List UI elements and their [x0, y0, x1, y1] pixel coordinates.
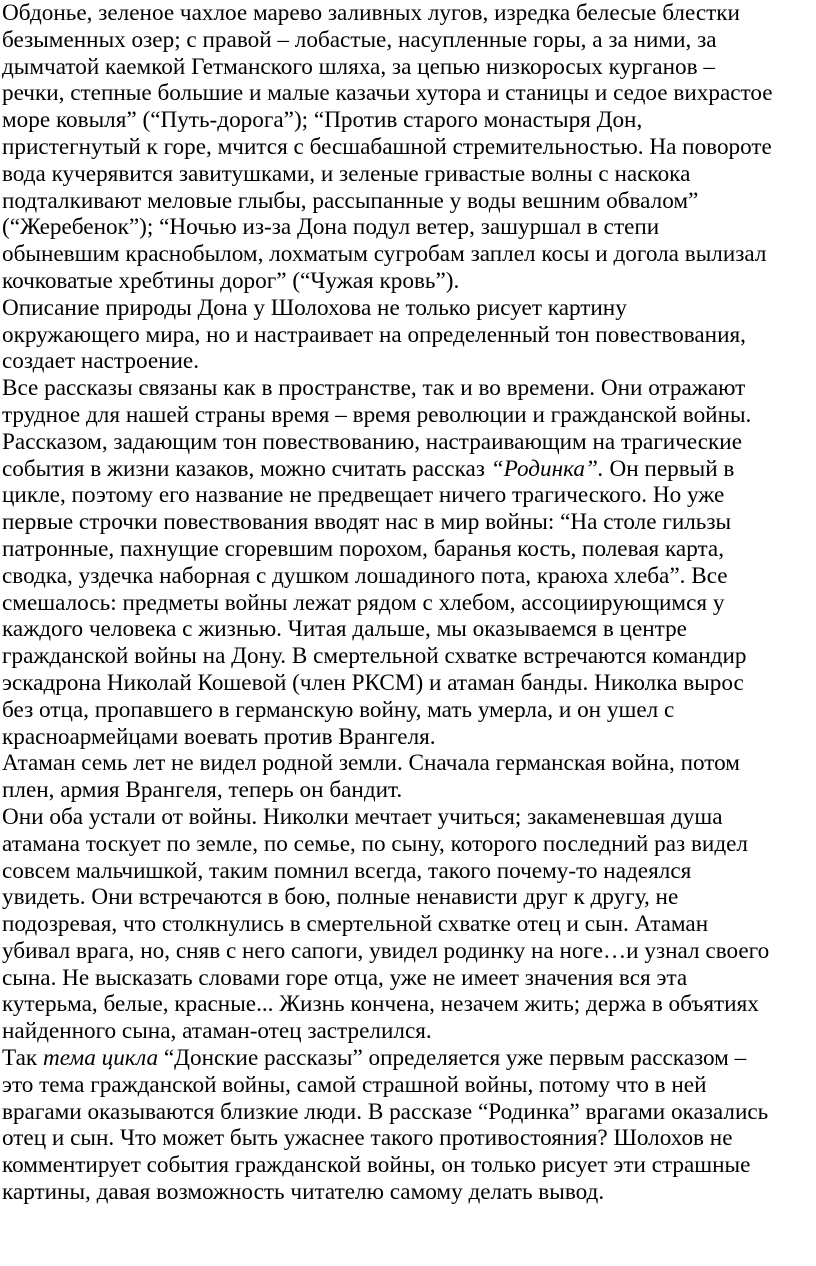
text-line: пристегнутый к горе, мчится с бесшабашной стремительностью. На повороте — [2, 133, 772, 160]
text-line: смешалось: предметы войны лежат рядом с хлебом, ассоциирующимся у — [2, 589, 725, 616]
text-line: сводка, уздечка наборная с душком лошадиного пота, краюха хлеба”. Все — [2, 562, 728, 589]
text-segment: Так — [2, 1045, 43, 1072]
text-line: Обдонье, зеленое чахлое марево заливных лугов, изредка белесые блестки — [2, 0, 740, 26]
text-line: дымчатой каемкой Гетманского шляха, за цепью низкоросых курганов – — [2, 53, 715, 80]
text-line: найденного сына, атаман-отец застрелился. — [2, 1018, 432, 1045]
term-italic: тема цикла — [42, 1045, 159, 1072]
text-line: совсем мальчишкой, таким помнил всегда, такого почему-то надеялся — [2, 857, 692, 884]
text-line: речки, степные большие и малые казачьи хутора и станицы и седое вихрастое — [2, 80, 773, 107]
text-line: цикле, поэтому его название не предвещает ничего трагического. Но уже — [2, 482, 725, 509]
text-line-mixed — [2, 1045, 814, 1072]
text-line: каждого человека с жизнью. Читая дальше, мы оказываемся в центре — [2, 616, 687, 643]
text-line: патронные, пахнущие сгоревшим порохом, баранья кость, полевая карта, — [2, 535, 724, 562]
text-line: врагами оказываются близкие люди. В рассказе “Родинка” врагами оказались — [2, 1098, 769, 1125]
text-line: убивал врага, но, сняв с него сапоги, увидел родинку на ноге…и узнал своего — [2, 937, 770, 964]
text-line: первые строчки повествования вводят нас в мир войны: “На столе гильзы — [2, 509, 732, 536]
text-block-c — [2, 1045, 814, 1206]
text-line: комментирует события гражданской войны, он только рисует эти страшные — [2, 1152, 751, 1179]
text-line: гражданской войны на Дону. В смертельной схватке встречаются командир — [2, 643, 747, 670]
text-line: кутерьма, белые, красные... Жизнь кончена, незачем жить; держа в объятиях — [2, 991, 759, 1018]
text-line: это тема гражданской войны, самой страшной войны, потому что в ней — [2, 1071, 707, 1098]
text-line: эскадрона Николай Кошевой (член РКСМ) и атаман банды. Николка вырос — [2, 669, 744, 696]
text-line: плен, армия Врангеля, теперь он бандит. — [2, 777, 403, 804]
text-block-a — [2, 0, 814, 482]
text-line: трудное для нашей страны время – время революции и гражданской войны. — [2, 401, 752, 428]
text-block-b — [2, 482, 814, 1045]
text-segment: “Донские рассказы” определяется уже первым рассказом – — [158, 1045, 747, 1072]
text-line: без отца, пропавшего в германскую войну, мать умерла, и он ушел с — [2, 696, 675, 723]
text-line: создает настроение. — [2, 348, 200, 375]
text-line: увидеть. Они встречаются в бою, полные ненависти друг к другу, не — [2, 884, 679, 911]
text-line: Все рассказы связаны как в пространстве, так и во времени. Они отражают — [2, 375, 746, 402]
text-line: Они оба устали от войны. Николки мечтает учиться; закаменевшая душа — [2, 803, 723, 830]
text-line: красноармейцами воевать против Врангеля. — [2, 723, 436, 750]
text-line: море ковыля” (“Путь-дорога”); “Против старого монастыря Дон, — [2, 107, 643, 134]
text-line: Атаман семь лет не видел родной земли. Сначала германская война, потом — [2, 750, 740, 777]
text-line: (“Жеребенок”); “Ночью из-за Дона подул ветер, зашуршал в степи — [2, 214, 660, 241]
story-title-italic: “Родинка”. — [490, 455, 604, 482]
text-line: безыменных озер; с правой – лобастые, насупленные горы, а за ними, за — [2, 26, 717, 53]
text-line-mixed — [2, 456, 814, 483]
text-line: атамана тоскует по земле, по семье, по сыну, которого последний раз видел — [2, 830, 748, 857]
text-line: обыневшим краснобылом, лохматым сугробам заплел косы и догола вылизал — [2, 241, 767, 268]
text-line: Описание природы Дона у Шолохова не только рисует картину — [2, 294, 627, 321]
text-line: Рассказом, задающим тон повествованию, настраивающим на трагические — [2, 428, 743, 455]
text-line: отец и сын. Что может быть ужаснее такого противостояния? Шолохов не — [2, 1125, 733, 1152]
text-segment: Он первый в — [603, 455, 735, 482]
text-line: картины, давая возможность читателю самому делать вывод. — [2, 1179, 605, 1206]
text-line: подозревая, что столкнулись в смертельной схватке отец и сын. Атаман — [2, 911, 709, 938]
text-line: подталкивают меловые глыбы, рассыпанные у воды вешним обвалом” — [2, 187, 699, 214]
text-line: вода кучерявится завитушками, и зеленые гривастые волны с наскока — [2, 160, 691, 187]
text-segment: события в жизни казаков, можно считать рассказ — [2, 455, 491, 482]
text-line: сына. Не высказать словами горе отца, уже не имеет значения вся эта — [2, 964, 688, 991]
text-line: кочковатые хребтины дорог” (“Чужая кровь”). — [2, 267, 460, 294]
text-line: окружающего мира, но и настраивает на определенный тон повествования, — [2, 321, 746, 348]
